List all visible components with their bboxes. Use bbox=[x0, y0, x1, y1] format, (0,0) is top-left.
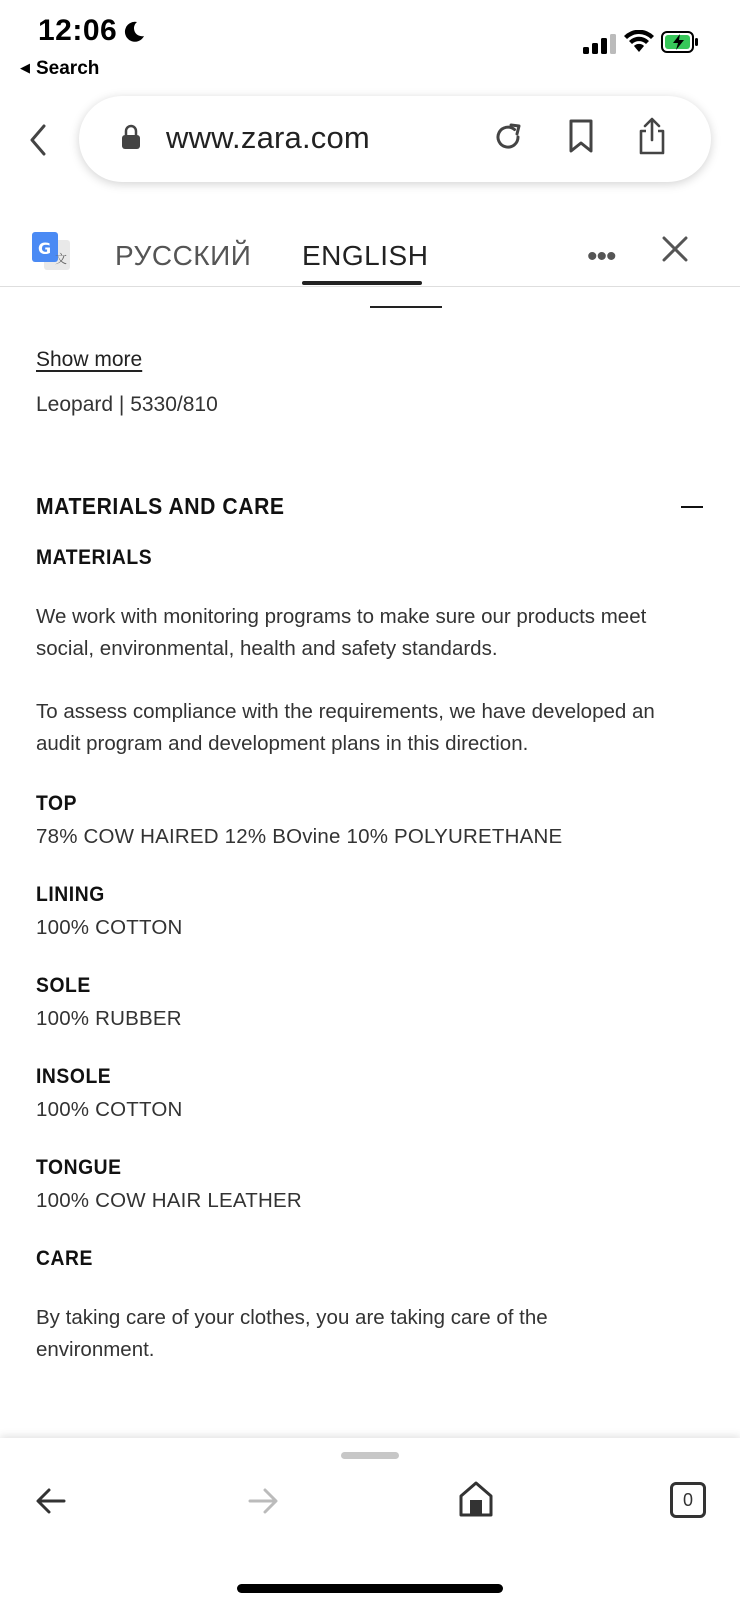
lock-icon bbox=[121, 124, 141, 150]
status-time: 12:06 bbox=[38, 14, 118, 47]
bottom-toolbar bbox=[0, 1438, 740, 1600]
sheet-grabber[interactable] bbox=[341, 1452, 399, 1459]
google-translate-icon bbox=[30, 230, 72, 272]
component-value: 100% COTTON bbox=[36, 916, 183, 939]
show-more-link[interactable]: Show more bbox=[36, 348, 143, 371]
materials-heading: MATERIALS bbox=[36, 546, 153, 569]
tab-source-language[interactable]: РУССКИЙ bbox=[115, 240, 252, 271]
component-label: TOP bbox=[36, 792, 78, 815]
component-value: 100% COW HAIR LEATHER bbox=[36, 1189, 302, 1212]
materials-paragraph-2: To assess compliance with the requirements, we have developed an audit program and development plans in this direction. bbox=[36, 700, 655, 755]
svg-text:文: 文 bbox=[55, 252, 68, 266]
url-text[interactable]: www.zara.com bbox=[166, 120, 370, 155]
care-paragraph: By taking care of your clothes, you are taking care of the environment. bbox=[36, 1306, 548, 1361]
care-heading: CARE bbox=[36, 1247, 93, 1270]
moon-icon bbox=[122, 20, 146, 44]
component-value: 78% COW HAIRED 12% BOvine 10% POLYURETHANE bbox=[36, 825, 563, 848]
component-label: SOLE bbox=[36, 974, 91, 997]
wifi-icon bbox=[624, 30, 654, 54]
tab-count-button[interactable]: 0 bbox=[670, 1482, 706, 1518]
component-value: 100% COTTON bbox=[36, 1098, 183, 1121]
back-to-app-link[interactable] bbox=[20, 58, 99, 80]
close-icon[interactable] bbox=[660, 234, 690, 264]
component-label: LINING bbox=[36, 883, 105, 906]
browser-back-chevron-icon[interactable] bbox=[24, 120, 52, 160]
translate-bar bbox=[0, 212, 740, 287]
status-bar bbox=[0, 0, 740, 90]
translate-more-button[interactable]: ••• bbox=[587, 240, 616, 273]
cellular-signal-icon bbox=[583, 34, 617, 54]
back-triangle-icon: ◀ bbox=[20, 60, 30, 75]
home-indicator[interactable] bbox=[237, 1584, 503, 1593]
divider bbox=[370, 306, 442, 308]
address-bar[interactable] bbox=[79, 96, 711, 182]
battery-charging-icon bbox=[661, 31, 699, 53]
share-icon[interactable] bbox=[637, 116, 667, 156]
component-label: INSOLE bbox=[36, 1065, 112, 1088]
component-value: 100% RUBBER bbox=[36, 1007, 182, 1030]
materials-paragraph-1: We work with monitoring programs to make sure our products meet social, environmental, health and safety standards. bbox=[36, 605, 647, 660]
back-arrow-icon[interactable] bbox=[34, 1484, 68, 1518]
reload-icon[interactable] bbox=[491, 120, 525, 154]
tab-target-language[interactable]: ENGLISH bbox=[302, 240, 429, 271]
materials-care-title[interactable]: MATERIALS AND CARE bbox=[36, 493, 285, 519]
home-icon[interactable] bbox=[458, 1480, 494, 1518]
component-label: TONGUE bbox=[36, 1156, 122, 1179]
back-app-label: Search bbox=[36, 58, 100, 79]
forward-arrow-icon[interactable] bbox=[246, 1484, 280, 1518]
svg-text:G: G bbox=[38, 239, 52, 258]
color-reference: Leopard | 5330/810 bbox=[36, 393, 218, 416]
bookmark-icon[interactable] bbox=[567, 118, 595, 154]
collapse-icon[interactable] bbox=[681, 506, 703, 508]
active-tab-indicator bbox=[302, 281, 422, 285]
